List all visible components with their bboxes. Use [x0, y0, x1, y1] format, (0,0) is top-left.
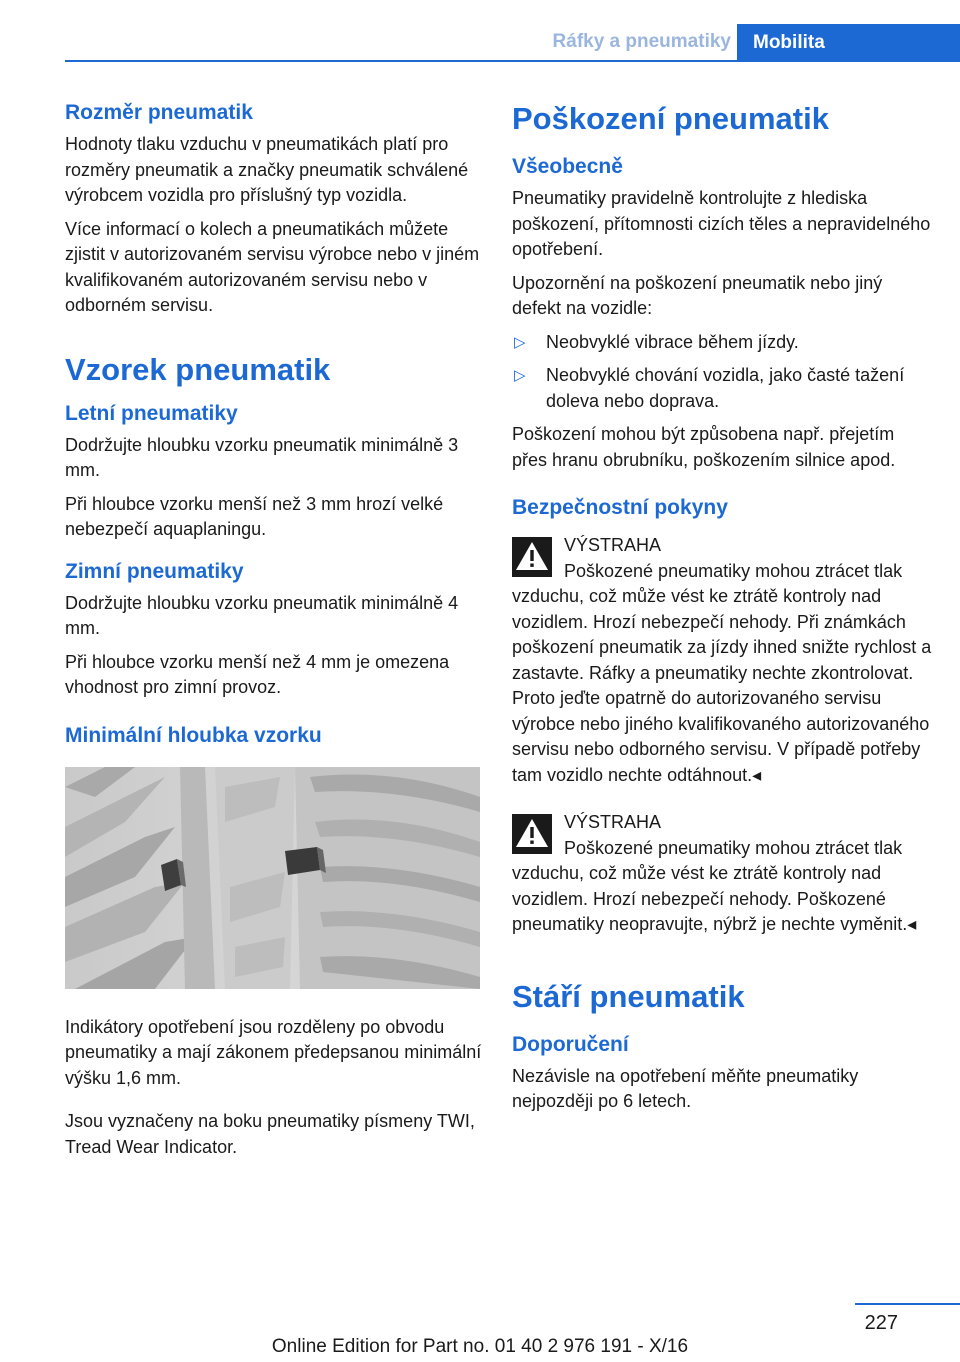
page-number: 227: [864, 1312, 898, 1334]
heading-vzorek: Vzorek pneumatik: [65, 351, 331, 387]
heading-vseobecne: Všeobecně: [512, 155, 623, 178]
warning-triangle-icon: [512, 537, 552, 577]
heading-zimni: Zimní pneumatiky: [65, 559, 244, 583]
paragraph-letni-1: Dodržujte hloubku vzorku pneumatik minimálně 3 mm.: [65, 434, 459, 480]
heading-letni: Letní pneumatiky: [65, 401, 238, 425]
paragraph-zimni-2: Při hloubce vzorku menší než 4 mm je omezena vhodnost pro zimní provoz.: [65, 651, 450, 697]
heading-stari: Stáří pneumatik: [512, 978, 745, 1014]
paragraph-letni-2: Při hloubce vzorku menší než 3 mm hrozí velké nebezpečí aquaplaningu.: [65, 493, 444, 539]
warning-block-2: [512, 810, 932, 938]
heading-bezpecnostni: Bezpečnostní pokyny: [512, 496, 728, 519]
warning-2-text: Poškozené pneumatiky mohou ztrácet tlak vzduchu, což může vést ke ztrátě kontroly nad vozidlem. Hrozí nebezpečí nehody. Poškozené pneumatiky neopravujte, nýbrž je nechte vyměnit.◂: [512, 837, 917, 934]
paragraph-vseobecne-2: Upozornění na poškození pneumatik nebo jiný defekt na vozidle:: [512, 272, 883, 318]
heading-rozmer: Rozměr pneumatik: [65, 101, 253, 124]
paragraph-rozmer-2: Více informací o kolech a pneumatikách můžete zjistit v autorizovaném servisu výrobce nebo v jiném kvalifikovaném autorizovaném servisu nebo v odborném servisu.: [65, 218, 480, 315]
paragraph-zimni-1: Dodržujte hloubku vzorku pneumatik minimálně 4 mm.: [65, 592, 459, 638]
left-column: [65, 100, 485, 1160]
warning-triangle-icon: [512, 814, 552, 854]
list-item: [512, 330, 932, 356]
running-header-section: Ráfky a pneumatiky: [552, 31, 731, 52]
paragraph-doporuceni: Nezávisle na opotřebení měňte pneumatiky nejpozději po 6 letech.: [512, 1065, 859, 1111]
running-header-chapter-tab: Mobilita: [737, 24, 960, 62]
paragraph-rozmer-1: Hodnoty tlaku vzduchu v pneumatikách platí pro rozměry pneumatik a značky pneumatik schválené výrobcem vozidla pro příslušný typ vozidla.: [65, 134, 469, 205]
paragraph-poskozeni: Poškození mohou být způsobena např. přejetím přes hranu obrubníku, poškozením silnice apod.: [512, 424, 896, 470]
bullet-triangle-icon: ▷: [514, 333, 526, 351]
warning-block-1: [512, 533, 932, 788]
bullet-triangle-icon: ▷: [514, 367, 526, 384]
header-rule: [65, 60, 960, 62]
heading-minimalni: Minimální hloubka vzorku: [65, 723, 322, 747]
tread-wear-indicator-illustration: [65, 767, 480, 989]
warning-1-text: Poškozené pneumatiky mohou ztrácet tlak vzduchu, což může vést ke ztrátě kontroly nad vozidlem. Hrozí nebezpečí nehody. Při známkách poškození pneumatik za jízdy ihned snižte rychlost a zastavte. Ráfky a pneumatiky nechte zkontrolovat. Proto jeďte opatrně do autorizovaného servisu výrobce nebo jiného kvalifikovaného autorizovaného servisu nebo odborného servisu. V případě potřeby tam vozidlo nechte odtáhnout.◂: [512, 560, 932, 785]
warning-1-title: VÝSTRAHA: [564, 535, 662, 555]
heading-doporuceni: Doporučení: [512, 1032, 629, 1056]
warning-2-title: VÝSTRAHA: [564, 812, 662, 832]
paragraph-indikatory-1: Indikátory opotřebení jsou rozděleny po obvodu pneumatiky a mají zákonem předepsanou minimální výšku 1,6 mm.: [65, 1016, 482, 1088]
right-column: [512, 100, 932, 1115]
paragraph-indikatory-2: Jsou vyznačeny na boku pneumatiky písmeny TWI, Tread Wear Indicator.: [65, 1111, 475, 1157]
list-item-text: Neobvyklé chování vozidla, jako časté tažení doleva nebo doprava.: [546, 365, 905, 411]
footer-rule: [855, 1303, 960, 1305]
list-item-text: Neobvyklé vibrace během jízdy.: [546, 331, 799, 352]
edition-watermark: Online Edition for Part no. 01 40 2 976 191 - X/16: [271, 1336, 689, 1357]
list-item: [512, 363, 932, 414]
heading-poskozeni: Poškození pneumatik: [512, 101, 829, 136]
paragraph-vseobecne-1: Pneumatiky pravidelně kontrolujte z hlediska poškození, přítomnosti cizích těles a nepravidelného opotřebení.: [512, 188, 931, 259]
